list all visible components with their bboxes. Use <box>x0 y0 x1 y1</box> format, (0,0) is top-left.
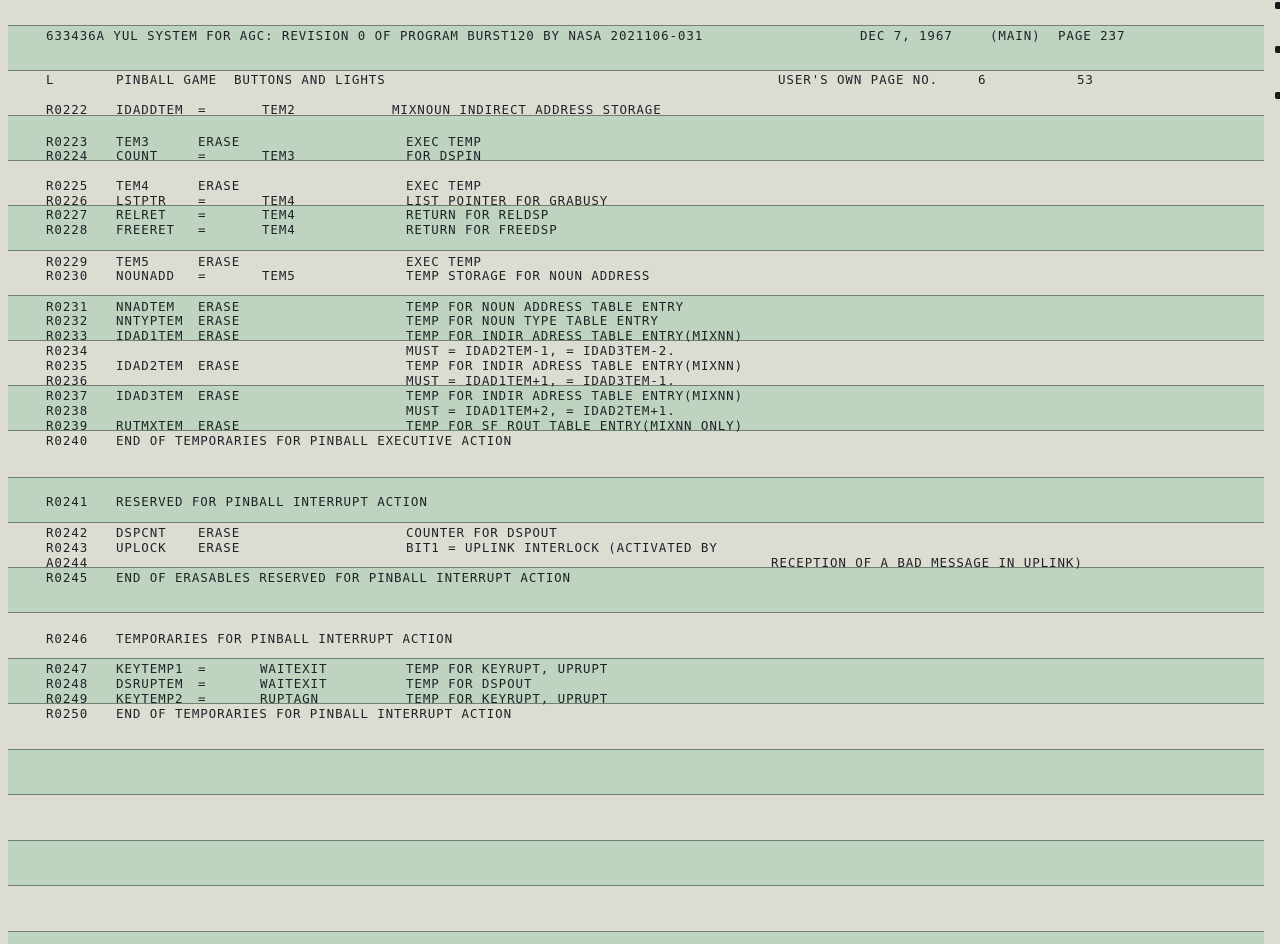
line-op: ERASE <box>198 388 241 403</box>
line-comment: RETURN FOR RELDSP <box>406 207 550 222</box>
line-comment: EXEC TEMP <box>406 254 482 269</box>
line-comment: TEMP FOR NOUN ADDRESS TABLE ENTRY <box>406 299 685 314</box>
paper-rule <box>8 794 1264 795</box>
line-op: ERASE <box>198 358 241 373</box>
paper-rule <box>8 703 1264 704</box>
line-op: = <box>198 222 207 237</box>
line-id: R0228 <box>46 222 89 237</box>
line-comment: MUST = IDAD1TEM+2, = IDAD2TEM+1. <box>406 403 676 418</box>
line-operand: TEM3 <box>262 148 296 163</box>
line-id: R0235 <box>46 358 89 373</box>
line-name: KEYTEMP1 <box>116 661 184 676</box>
line-op: = <box>198 193 207 208</box>
paper-rule <box>8 522 1264 523</box>
paper-rule <box>8 160 1264 161</box>
line-name: TEM5 <box>116 254 150 269</box>
line-id: R0232 <box>46 313 89 328</box>
paper-band <box>8 931 1264 944</box>
line-name: DSPCNT <box>116 525 167 540</box>
line-op: = <box>198 268 207 283</box>
paper-band <box>8 749 1264 795</box>
line-operand: TEM2 <box>262 102 296 117</box>
line-comment: TEMP FOR KEYRUPT, UPRUPT <box>406 661 609 676</box>
line-name: TEMPORARIES FOR PINBALL INTERRUPT ACTION <box>116 631 454 646</box>
line-comment: EXEC TEMP <box>406 178 482 193</box>
line-name: NNADTEM <box>116 299 175 314</box>
line-comment: TEMP FOR INDIR ADRESS TABLE ENTRY(MIXNN) <box>406 328 744 343</box>
line-comment: BIT1 = UPLINK INTERLOCK (ACTIVATED BY <box>406 540 718 555</box>
line-id: R0246 <box>46 631 89 646</box>
line-name: UPLOCK <box>116 540 167 555</box>
line-operand: TEM5 <box>262 268 296 283</box>
line-op: ERASE <box>198 328 241 343</box>
line-name: COUNT <box>116 148 159 163</box>
line-operand: TEM4 <box>262 222 296 237</box>
paper-band <box>8 205 1264 251</box>
line-comment: RECEPTION OF A BAD MESSAGE IN UPLINK) <box>771 555 1083 570</box>
line-name: IDADDTEM <box>116 102 184 117</box>
line-id: R0231 <box>46 299 89 314</box>
line-id: R0238 <box>46 403 89 418</box>
line-comment: MUST = IDAD1TEM+1, = IDAD3TEM-1. <box>406 373 676 388</box>
paper-rule <box>8 885 1264 886</box>
line-name: NOUNADD <box>116 268 175 283</box>
feed-hole <box>1275 92 1280 99</box>
line-comment: FOR DSPIN <box>406 148 482 163</box>
line-name: END OF TEMPORARIES FOR PINBALL INTERRUPT ACTION <box>116 706 513 721</box>
line-op: = <box>198 102 207 117</box>
line-op: ERASE <box>198 418 241 433</box>
line-name: RUTMXTEM <box>116 418 184 433</box>
line-name: FREERET <box>116 222 175 237</box>
line-name: TEM3 <box>116 134 150 149</box>
line-id: R0226 <box>46 193 89 208</box>
line-op: ERASE <box>198 540 241 555</box>
line-comment: TEMP FOR NOUN TYPE TABLE ENTRY <box>406 313 659 328</box>
line-id: R0237 <box>46 388 89 403</box>
line-comment: LIST POINTER FOR GRABUSY <box>406 193 609 208</box>
paper-rule <box>8 612 1264 613</box>
line-op: = <box>198 207 207 222</box>
line-name: NNTYPTEM <box>116 313 184 328</box>
line-id: R0241 <box>46 494 89 509</box>
header-page: PAGE 237 <box>1058 28 1126 43</box>
line-id: R0224 <box>46 148 89 163</box>
line-name: KEYTEMP2 <box>116 691 184 706</box>
line-name: DSRUPTEM <box>116 676 184 691</box>
tractor-feed-holes <box>1274 0 1280 944</box>
line-op: = <box>198 661 207 676</box>
line-op: ERASE <box>198 254 241 269</box>
line-op: ERASE <box>198 299 241 314</box>
line-comment: MUST = IDAD2TEM-1, = IDAD3TEM-2. <box>406 343 676 358</box>
user-page-label: USER'S OWN PAGE NO. <box>778 72 939 87</box>
line-id: R0240 <box>46 433 89 448</box>
header-main: (MAIN) <box>990 28 1041 43</box>
user-page-number: 6 <box>978 72 987 87</box>
line-comment: RETURN FOR FREEDSP <box>406 222 558 237</box>
line-operand: TEM4 <box>262 207 296 222</box>
line-id: R0243 <box>46 540 89 555</box>
line-id: R0250 <box>46 706 89 721</box>
line-name: END OF ERASABLES RESERVED FOR PINBALL INTERRUPT ACTION <box>116 570 571 585</box>
line-id: A0244 <box>46 555 89 570</box>
line-id: R0227 <box>46 207 89 222</box>
line-op: ERASE <box>198 313 241 328</box>
line-id: R0229 <box>46 254 89 269</box>
line-name: END OF TEMPORARIES FOR PINBALL EXECUTIVE ACTION <box>116 433 513 448</box>
line-comment: MIXNOUN INDIRECT ADDRESS STORAGE <box>392 102 662 117</box>
line-comment: TEMP FOR SF ROUT TABLE ENTRY(MIXNN ONLY) <box>406 418 744 433</box>
line-id: R0247 <box>46 661 89 676</box>
paper-band <box>8 840 1264 886</box>
line-name: IDAD1TEM <box>116 328 184 343</box>
subheader-code: 53 <box>1077 72 1094 87</box>
line-op: = <box>198 691 207 706</box>
line-name: IDAD3TEM <box>116 388 184 403</box>
line-id: R0236 <box>46 373 89 388</box>
line-name: TEM4 <box>116 178 150 193</box>
header-program-info: 633436A YUL SYSTEM FOR AGC: REVISION 0 OF PROGRAM BURST120 BY NASA 2021106-031 <box>46 28 704 43</box>
paper-rule <box>8 250 1264 251</box>
line-id: R0233 <box>46 328 89 343</box>
line-op: = <box>198 148 207 163</box>
line-id: R0245 <box>46 570 89 585</box>
line-comment: EXEC TEMP <box>406 134 482 149</box>
line-id: R0242 <box>46 525 89 540</box>
line-operand: RUPTAGN <box>260 691 319 706</box>
line-op: ERASE <box>198 525 241 540</box>
line-operand: WAITEXIT <box>260 676 328 691</box>
header-date: DEC 7, 1967 <box>860 28 953 43</box>
line-id: R0230 <box>46 268 89 283</box>
line-op: ERASE <box>198 178 241 193</box>
line-op: ERASE <box>198 134 241 149</box>
line-operand: TEM4 <box>262 193 296 208</box>
line-name: RELRET <box>116 207 167 222</box>
line-id: R0234 <box>46 343 89 358</box>
line-comment: TEMP FOR INDIR ADRESS TABLE ENTRY(MIXNN) <box>406 358 744 373</box>
paper-rule <box>8 70 1264 71</box>
line-name: RESERVED FOR PINBALL INTERRUPT ACTION <box>116 494 428 509</box>
line-name: LSTPTR <box>116 193 167 208</box>
paper-band <box>8 658 1264 704</box>
paper-band <box>8 115 1264 161</box>
line-comment: TEMP FOR KEYRUPT, UPRUPT <box>406 691 609 706</box>
line-id: R0249 <box>46 691 89 706</box>
line-comment: TEMP FOR DSPOUT <box>406 676 533 691</box>
line-id: R0223 <box>46 134 89 149</box>
line-op: = <box>198 676 207 691</box>
line-name: IDAD2TEM <box>116 358 184 373</box>
feed-hole <box>1275 46 1280 53</box>
line-comment: TEMP FOR INDIR ADRESS TABLE ENTRY(MIXNN) <box>406 388 744 403</box>
line-operand: WAITEXIT <box>260 661 328 676</box>
line-id: R0239 <box>46 418 89 433</box>
feed-hole <box>1275 2 1280 9</box>
line-id: R0225 <box>46 178 89 193</box>
line-id: R0222 <box>46 102 89 117</box>
subheader-title: PINBALL GAME BUTTONS AND LIGHTS <box>116 72 386 87</box>
line-comment: COUNTER FOR DSPOUT <box>406 525 558 540</box>
subheader-col: L <box>46 72 55 87</box>
line-id: R0248 <box>46 676 89 691</box>
line-comment: TEMP STORAGE FOR NOUN ADDRESS <box>406 268 651 283</box>
